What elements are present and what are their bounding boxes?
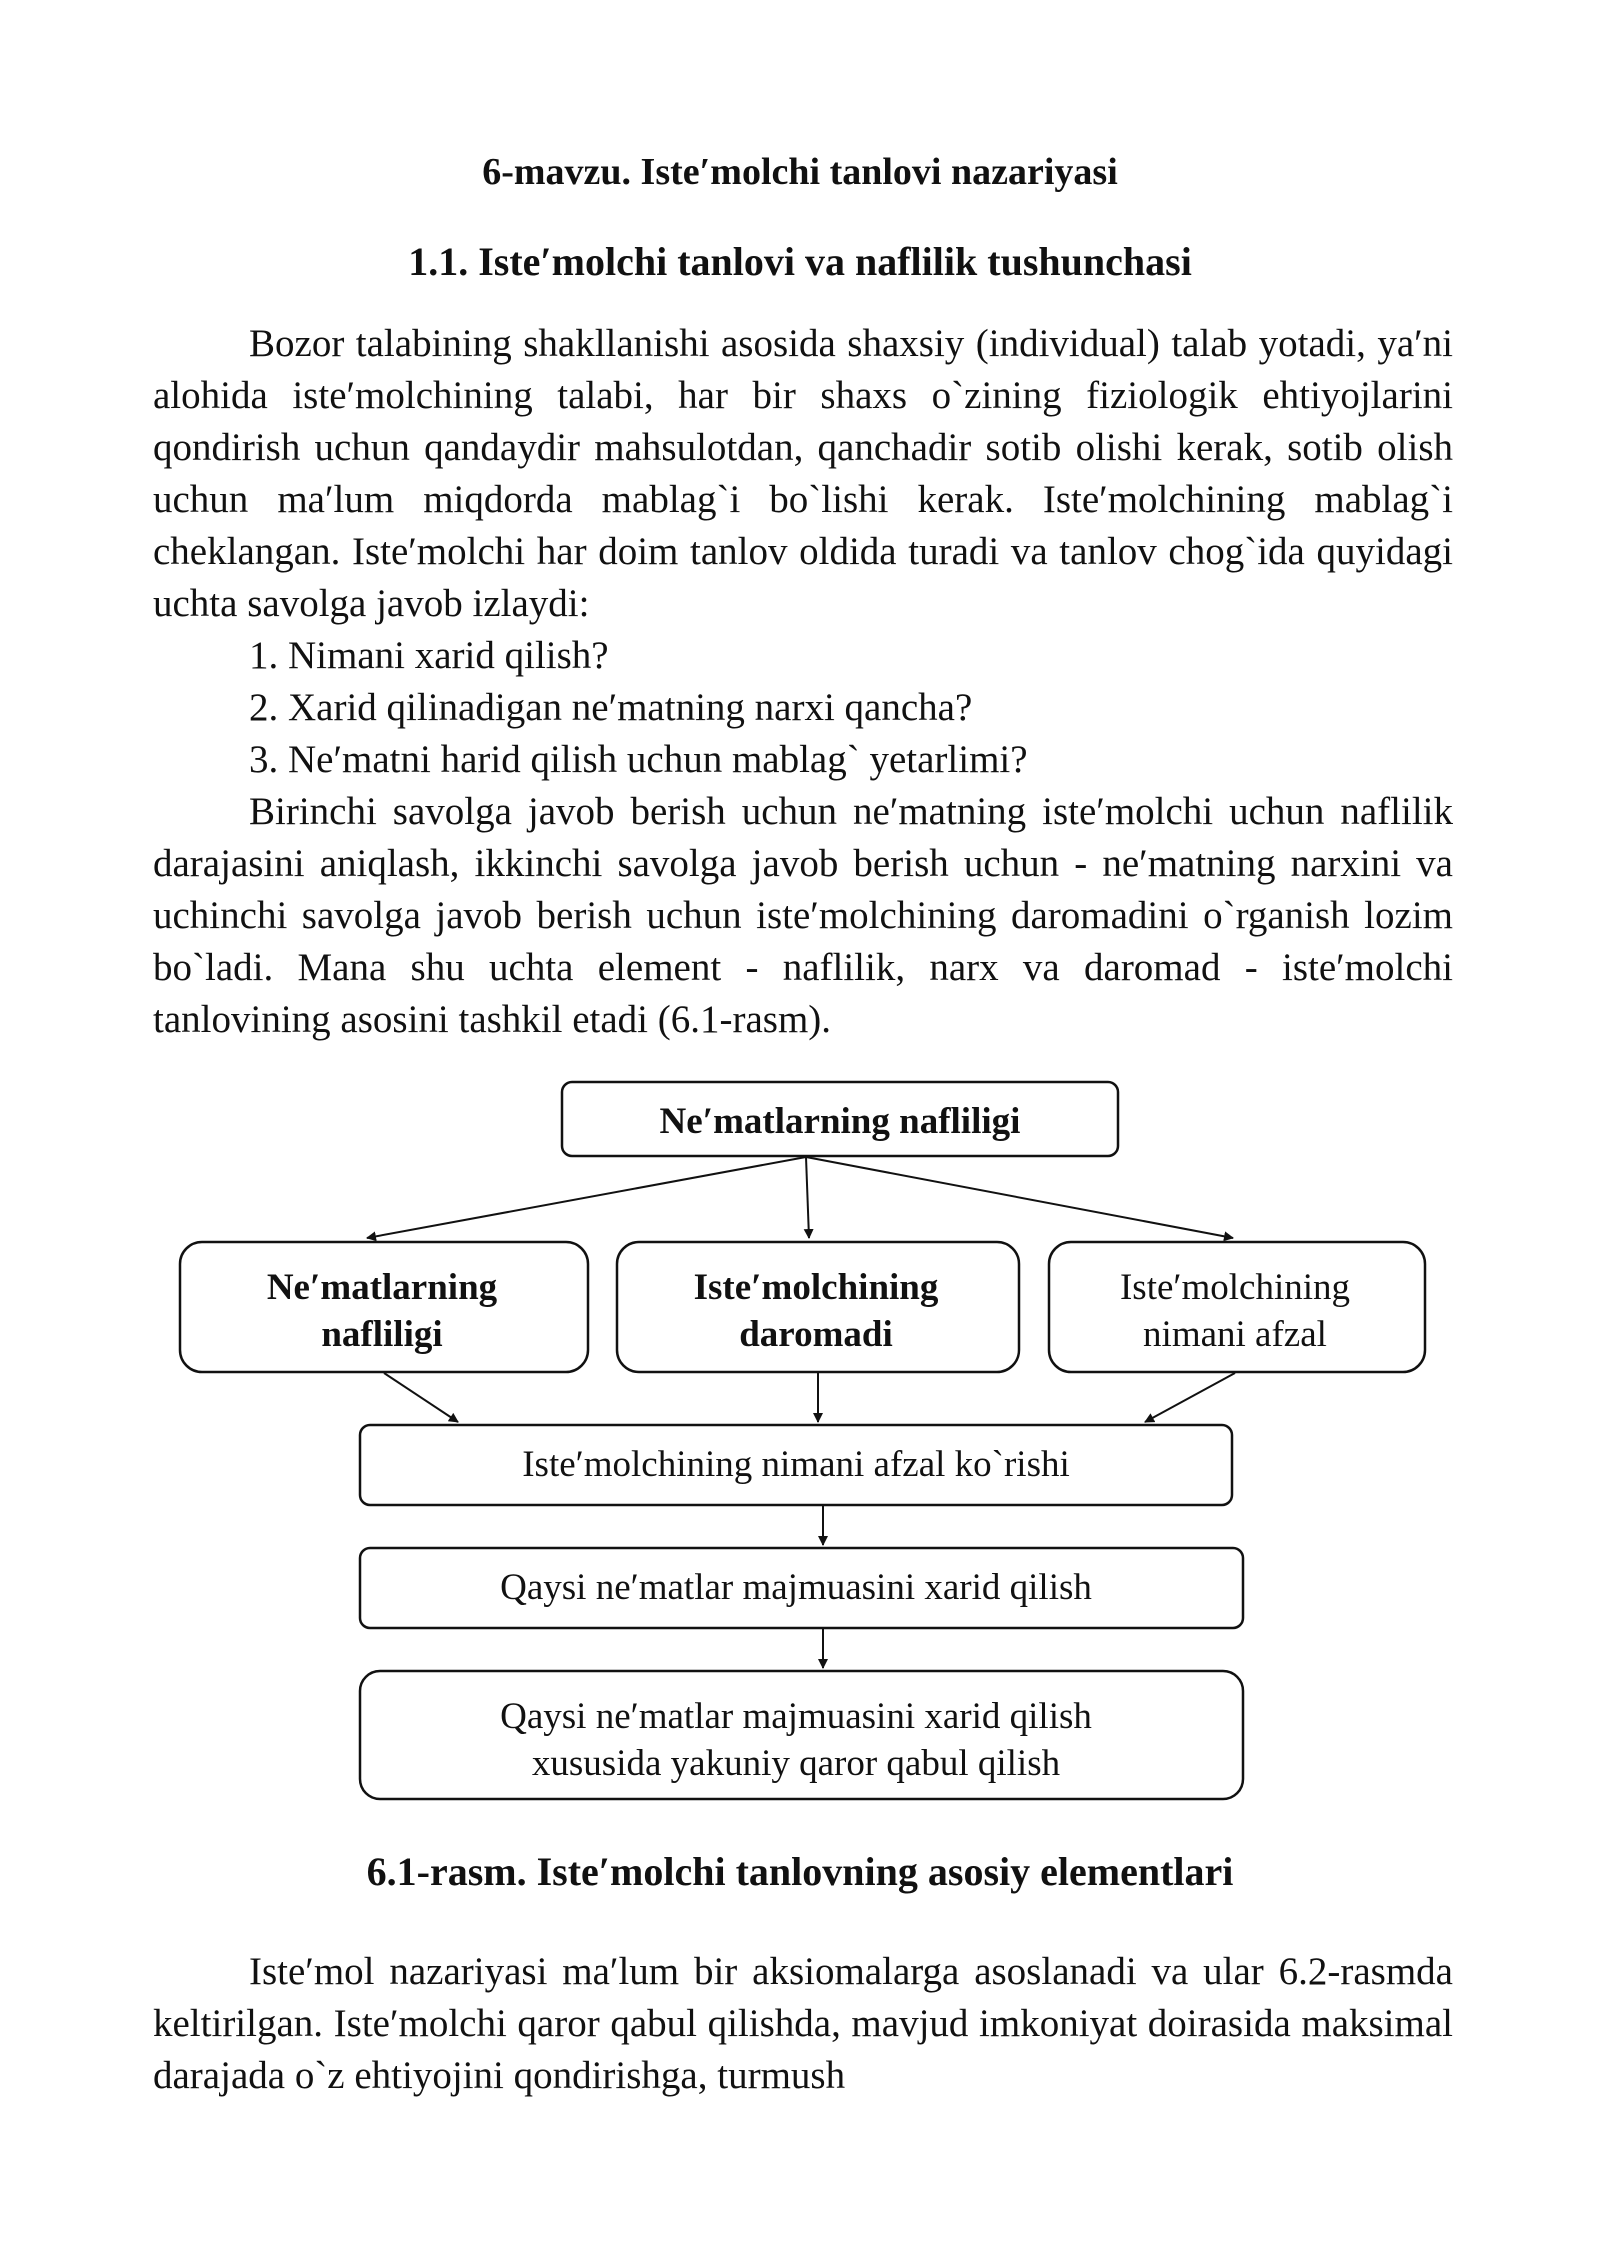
diagram-box-row2	[360, 1548, 1243, 1628]
paragraph-axioms	[153, 1946, 1453, 2102]
diagram-arrow	[806, 1157, 1233, 1238]
list-item: 3. Ne′matni harid qilish uchun mablag` yetarlimi?	[249, 738, 1028, 781]
diagram-box-right-line1: Iste′molchining	[1119, 1267, 1351, 1308]
diagram-box-middle-line1: Iste′molchining	[693, 1267, 939, 1308]
diagram-box-row2-label: Qaysi ne′matlar majmuasini xarid qilish	[500, 1567, 1092, 1608]
diagram-box-right	[1049, 1242, 1425, 1372]
diagram-box-middle	[617, 1242, 1019, 1372]
section-heading: 1.1. Iste′molchi tanlovi va naflilik tushunchasi	[408, 239, 1192, 284]
paragraph-axioms-text: Iste′mol nazariyasi ma′lum bir aksiomalarga asoslanadi va ular 6.2-rasmda keltirilgan. Iste′molchi qaror qabul qilishda, mavjud imkoniyat doirasida maksimal darajada o`z ehtiyojini qondirishga, turmush	[153, 1950, 1453, 2097]
diagram-box-row1-label: Iste′molchining nimani afzal ko`rishi	[522, 1444, 1070, 1485]
diagram-arrow	[367, 1157, 806, 1238]
diagram-box-row3-line2: xususida yakuniy qaror qabul qilish	[531, 1743, 1061, 1784]
diagram-box-right-line2: nimani afzal	[1143, 1314, 1327, 1355]
diagram-box-top	[562, 1082, 1118, 1156]
list-item: 2. Xarid qilinadigan ne′matning narxi qancha?	[249, 686, 973, 729]
figure-caption: 6.1-rasm. Iste′molchi tanlovning asosiy elementlari	[366, 1849, 1234, 1894]
diagram-box-row3-line1: Qaysi ne′matlar majmuasini xarid qilish	[500, 1696, 1092, 1737]
diagram-box-middle-line2: daromadi	[739, 1314, 893, 1355]
paragraph-answer-text: Birinchi savolga javob berish uchun ne′matning iste′molchi uchun naflilik darajasini aniqlash, ikkinchi savolga javob berish uchun - ne′matning narxini va uchinchi savolga javob berish uchun iste′molchining daromadini o`rganish lozim bo`ladi. Mana shu uchta element - naflilik, narx va daromad - iste′molchi tanlovining asosini tashkil etadi (6.1-rasm).	[153, 790, 1453, 1041]
topic-heading: 6-mavzu. Iste′molchi tanlovi nazariyasi	[482, 151, 1118, 193]
diagram-box-top-label: Ne′matlarning nafliligi	[659, 1101, 1021, 1142]
diagram-box-row1	[360, 1425, 1232, 1505]
diagram-box-left-line2: nafliligi	[321, 1314, 443, 1355]
diagram-box-left-line1: Ne′matlarning	[266, 1267, 498, 1308]
diagram-box-left	[180, 1242, 588, 1372]
list-item: 1. Nimani xarid qilish?	[249, 634, 609, 677]
diagram-box-row3	[360, 1671, 1243, 1799]
diagram-arrow	[384, 1373, 458, 1422]
diagram-arrow	[806, 1157, 809, 1238]
diagram-arrow	[1145, 1373, 1235, 1422]
paragraph-intro-text: Bozor talabining shakllanishi asosida shaxsiy (individual) talab yotadi, ya′ni alohida iste′molchining talabi, har bir shaxs o`zining fiziologik ehtiyojlarini qondirish uchun qandaydir mahsulotdan, qanchadir sotib olishi kerak, sotib olish uchun ma′lum miqdorda mablag`i bo`lishi kerak. Iste′molchining mablag`i cheklangan. Iste′molchi har doim tanlov oldida turadi va tanlov chog`ida quyidagi uchta savolga javob izlaydi:	[153, 322, 1453, 625]
